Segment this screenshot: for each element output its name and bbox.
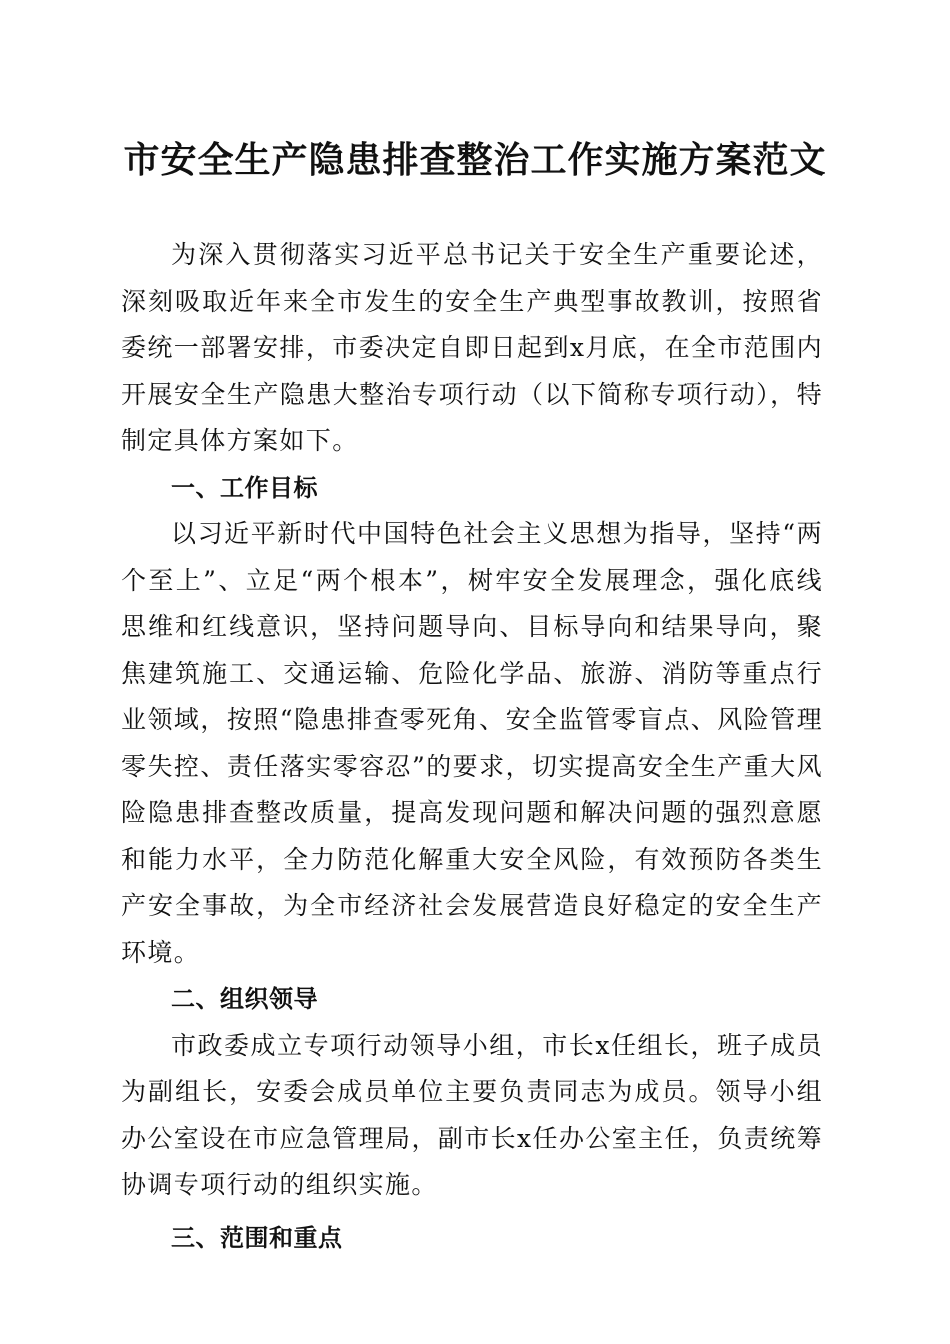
section-paragraph-goals: 以习近平新时代中国特色社会主义思想为指导，坚持“两个至上”、立足“两个根本”，树牢安全发展理念，强化底线思维和红线意识，坚持问题导向、目标导向和结果导向，聚焦建筑施工、交通运输、危险化学品、旅游、消防等重点行业领域，按照“隐患排查零死角、安全监管零盲点、风险管理零失控、责任落实零容忍”的要求，切实提高安全生产重大风险隐患排查整改质量，提高发现问题和解决问题的强烈意愿和能力水平，全力防范化解重大安全风险，有效预防各类生产安全事故，为全市经济社会发展营造良好稳定的安全生产环境。	[121, 519, 823, 967]
section-heading-organization: 二、组织领导	[171, 985, 318, 1013]
section-heading-goals: 一、工作目标	[171, 473, 318, 502]
document-title: 市安全生产隐患排查整治工作实施方案范文	[123, 139, 827, 181]
intro-paragraph: 为深入贯彻落实习近平总书记关于安全生产重要论述，深刻吸取近年来全市发生的安全生产典型事故教训，按照省委统一部署安排，市委决定自即日起到x月底，在全市范围内开展安全生产隐患大整治专项行动（以下简称专项行动），特制定具体方案如下。	[121, 240, 823, 455]
section-heading-scope: 三、范围和重点	[171, 1223, 343, 1252]
document-body	[121, 232, 823, 1261]
section-paragraph-organization: 市政委成立专项行动领导小组，市长x任组长，班子成员为副组长，安委会成员单位主要负责同志为成员。领导小组办公室设在市应急管理局，副市长x任办公室主任，负责统筹协调专项行动的组织实施。	[121, 1030, 823, 1199]
